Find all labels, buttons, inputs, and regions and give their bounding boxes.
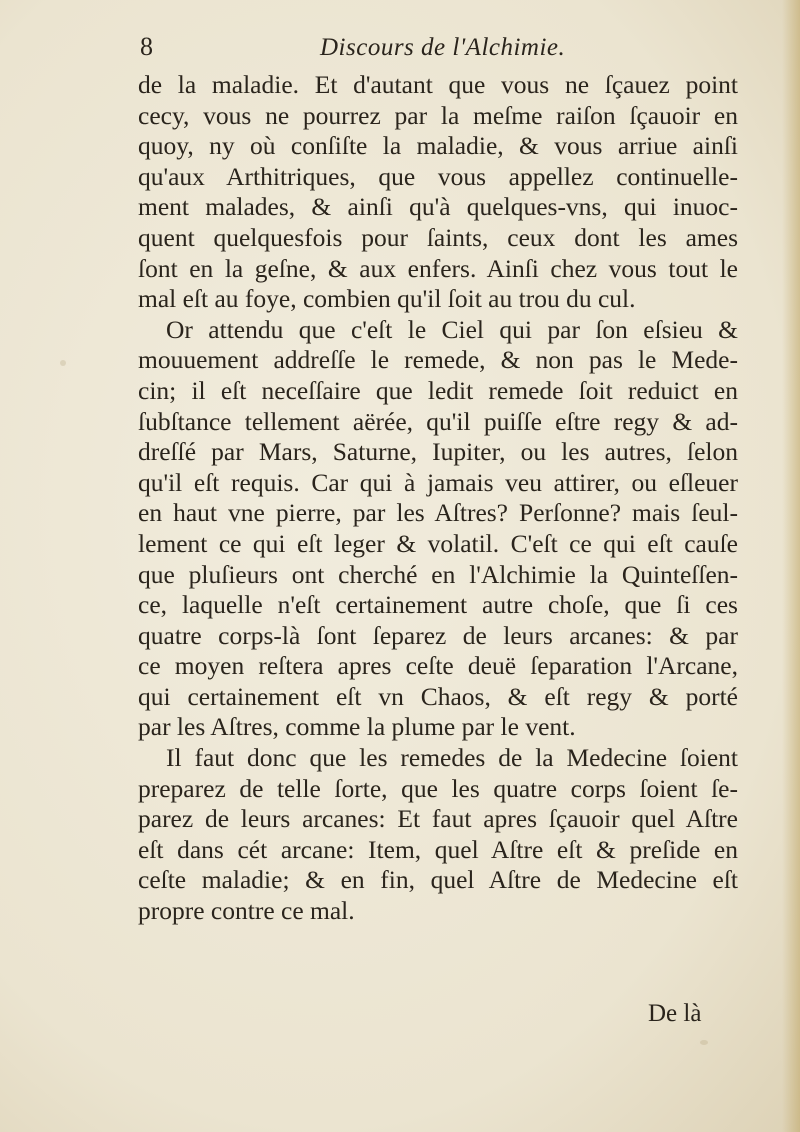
text-line: parez de leurs arcanes: Et faut apres ſçauoir quel Aſtre — [138, 804, 738, 834]
text-line: qui certainement eſt vn Chaos, & eſt regy & porté — [138, 681, 738, 711]
paragraph-start-line: Il faut donc que les remedes de la Medecine ſoient — [166, 743, 738, 773]
text-line: que pluſieurs ont cherché en l'Alchimie la Quinteſſen- — [138, 559, 738, 589]
text-line: ceſte maladie; & en fin, quel Aſtre de Medecine eſt — [138, 865, 738, 895]
catchword: De là — [648, 1000, 702, 1027]
text-line: par les Aſtres, comme la plume par le vent. — [138, 712, 576, 742]
page-number: 8 — [140, 32, 153, 61]
text-line: quatre corps-là ſont ſeparez de leurs arcanes: & par — [138, 620, 738, 650]
text-line: en haut vne pierre, par les Aſtres? Perſonne? mais ſeul- — [138, 498, 738, 528]
running-title: Discours de l'Alchimie. — [320, 34, 566, 61]
text-line: preparez de telle ſorte, que les quatre corps ſoient ſe- — [138, 773, 738, 803]
text-line: quent quelquesfois pour ſaints, ceux dont les ames — [138, 222, 738, 252]
body-text — [138, 70, 738, 927]
page-header — [140, 32, 740, 68]
text-line: ſont en la geſne, & aux enfers. Ainſi chez vous tout le — [138, 253, 738, 283]
text-line: quoy, ny où conſiſte la maladie, & vous arriue ainſi — [138, 131, 738, 161]
text-line: ce moyen reſtera apres ceſte deuë ſeparation l'Arcane, — [138, 651, 738, 681]
text-line: dreſſé par Mars, Saturne, Iupiter, ou les autres, ſelon — [138, 437, 738, 467]
text-line: mal eſt au foye, combien qu'il ſoit au trou du cul. — [138, 284, 636, 314]
paragraph-start-line: Or attendu que c'eſt le Ciel qui par ſon eſsieu & — [166, 314, 738, 344]
text-line: qu'il eſt requis. Car qui à jamais veu attirer, ou eſleuer — [138, 467, 738, 497]
paper-spot — [700, 1040, 708, 1045]
text-line: ſubſtance tellement aërée, qu'il puiſſe eſtre regy & ad- — [138, 406, 738, 436]
text-line: ment malades, & ainſi qu'à quelques-vns, qui inuoc- — [138, 192, 738, 222]
text-line: cecy, vous ne pourrez par la meſme raiſon ſçauoir en — [138, 100, 738, 130]
text-line: mouuement addreſſe le remede, & non pas le Mede- — [138, 345, 738, 375]
page-edge-shadow — [782, 0, 800, 1132]
text-line: cin; il eſt neceſſaire que ledit remede ſoit reduict en — [138, 375, 738, 405]
text-line: qu'aux Arthitriques, que vous appellez continuelle- — [138, 161, 738, 191]
paper-spot — [60, 360, 66, 366]
text-line: propre contre ce mal. — [138, 896, 355, 926]
text-line: ce, laquelle n'eſt certainement autre choſe, que ſi ces — [138, 590, 738, 620]
text-line: eſt dans cét arcane: Item, quel Aſtre eſt & preſide en — [138, 834, 738, 864]
text-line: de la maladie. Et d'autant que vous ne ſçauez point — [138, 70, 738, 99]
text-line: lement ce qui eſt leger & volatil. C'eſt ce qui eſt cauſe — [138, 528, 738, 558]
